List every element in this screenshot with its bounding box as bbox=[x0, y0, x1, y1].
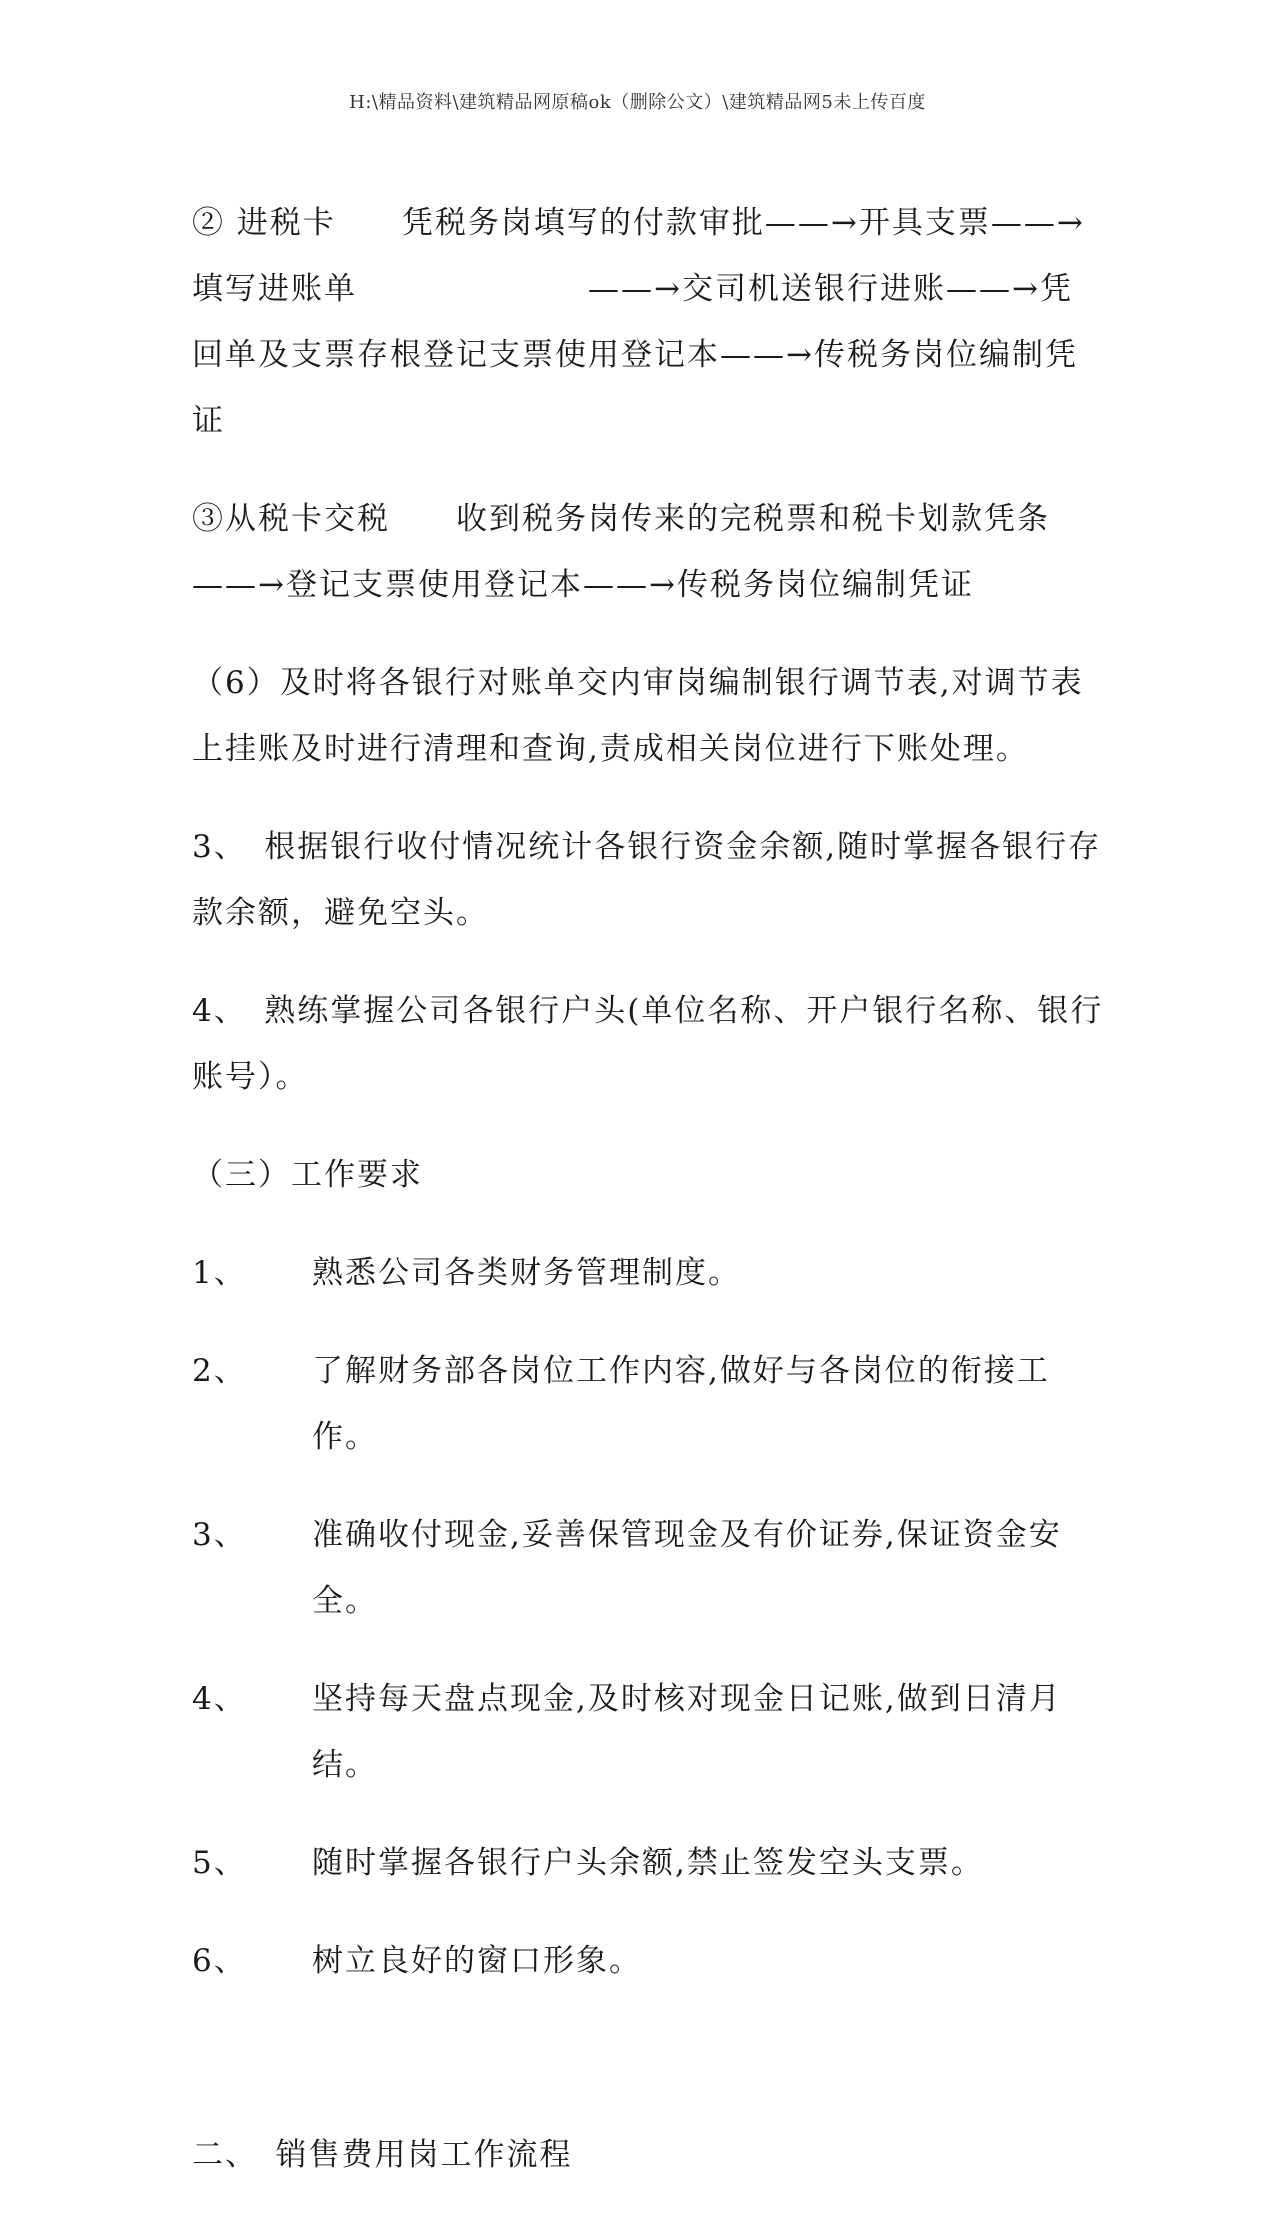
list-item-text: 熟悉公司各类财务管理制度。 bbox=[312, 1255, 741, 1291]
section-title-sales-expense: 二、 销售费用岗工作流程 bbox=[192, 2137, 573, 2173]
document-body bbox=[192, 190, 1104, 2220]
page-header-path: H:\精品资料\建筑精品网原稿ok（删除公文）\建筑精品网5未上传百度 bbox=[349, 92, 926, 113]
list-item bbox=[192, 1928, 1104, 1994]
list-item-number: 6、 bbox=[192, 1943, 247, 1979]
list-item bbox=[192, 1830, 1104, 1896]
paragraph-bank-statement: （6）及时将各银行对账单交内审岗编制银行调节表,对调节表上挂账及时进行清理和查询,责成相关岗位进行下账处理。 bbox=[192, 665, 1084, 767]
list-item-number: 1、 bbox=[192, 1255, 247, 1291]
list-item-text: 准确收付现金,妥善保管现金及有价证券,保证资金安全。 bbox=[312, 1517, 1062, 1619]
list-item-text: 了解财务部各岗位工作内容,做好与各岗位的衔接工作。 bbox=[312, 1353, 1050, 1455]
list-item bbox=[192, 1338, 1104, 1470]
list-item bbox=[192, 1240, 1104, 1306]
paragraph-tax-card-pay: ③从税卡交税 收到税务岗传来的完税票和税卡划款凭条——→登记支票使用登记本——→传税务岗位编制凭证 bbox=[192, 501, 1050, 603]
list-item-number: 3、 bbox=[192, 1517, 247, 1553]
requirements-list bbox=[192, 1240, 1104, 1994]
list-item-text: 坚持每天盘点现金,及时核对现金日记账,做到日清月结。 bbox=[312, 1681, 1062, 1783]
list-item-text: 随时掌握各银行户头余额,禁止签发空头支票。 bbox=[312, 1845, 984, 1881]
heading-work-requirements: （三）工作要求 bbox=[192, 1157, 423, 1193]
paragraph-bank-accounts: 4、 熟练掌握公司各银行户头(单位名称、开户银行名称、银行账号）。 bbox=[192, 993, 1104, 1095]
paragraph-bank-balance: 3、 根据银行收付情况统计各银行资金余额,随时掌握各银行存款余额，避免空头。 bbox=[192, 829, 1102, 931]
paragraph-tax-card-in: ② 进税卡 凭税务岗填写的付款审批——→开具支票——→填写进账单 ——→交司机送银行进账——→凭回单及支票存根登记支票使用登记本——→传税务岗位编制凭证 bbox=[192, 205, 1085, 439]
list-item-text: 树立良好的窗口形象。 bbox=[312, 1943, 642, 1979]
list-item bbox=[192, 1666, 1104, 1798]
list-item-number: 4、 bbox=[192, 1681, 247, 1717]
list-item-number: 5、 bbox=[192, 1845, 247, 1881]
list-item-number: 2、 bbox=[192, 1353, 247, 1389]
list-item bbox=[192, 1502, 1104, 1634]
